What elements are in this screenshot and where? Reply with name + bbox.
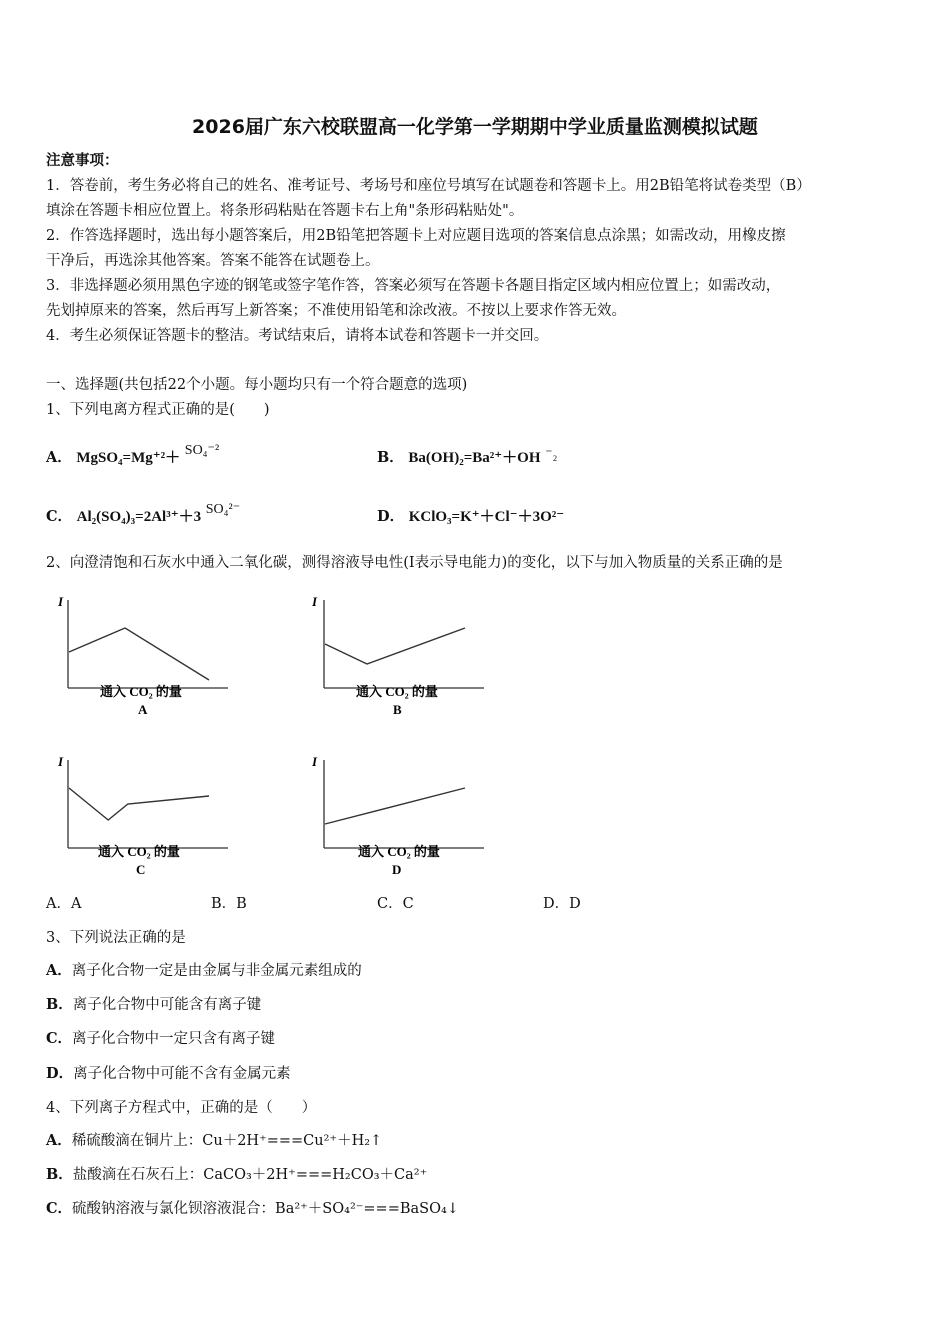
option-label: A．: [46, 1132, 72, 1149]
chart-caption: A: [138, 702, 148, 717]
section-heading: 一、选择题(共包括22个小题。每小题均只有一个符合题意的选项): [46, 377, 468, 393]
q1-stem: 1、下列电离方程式正确的是( ): [46, 402, 270, 418]
chart-a: [48, 588, 248, 720]
chart-c-svg: [48, 748, 248, 880]
option-text: 离子化合物一定是由金属与非金属元素组成的: [71, 963, 362, 979]
option-text: 离子化合物中可能含有离子键: [72, 997, 262, 1013]
q3-option-c: [46, 1029, 275, 1049]
chart-caption: D: [392, 862, 402, 877]
notice-line: 3．非选择题必须用黑色字迹的钢笔或签字笔作答，答案必须写在答题卡各题目指定区域内相应位置上；如需改动，: [46, 278, 781, 294]
chart-a-svg: [48, 588, 248, 720]
notice-line: 干净后，再选涂其他答案。答案不能答在试题卷上。: [46, 253, 380, 269]
y-axis-label: I: [58, 594, 64, 609]
page-title: 2026届广东六校联盟高一化学第一学期期中学业质量监测模拟试题: [192, 116, 758, 138]
option-text: 盐酸滴在石灰石上：CaCO₃＋2H⁺===H₂CO₃＋Ca²⁺: [72, 1167, 428, 1183]
ion-fraction: SO₄⁻²: [184, 443, 220, 458]
ion-fraction: SO₄²⁻: [205, 502, 241, 517]
x-axis-label: 通入 CO₂ 的量: [98, 844, 180, 859]
series-line: [69, 628, 209, 680]
option-text: 离子化合物中可能不含有金属元素: [73, 1066, 291, 1082]
chart-caption: C: [136, 862, 146, 877]
option-formula: Al₂(SO₄)₃=2Al³⁺＋3: [76, 509, 202, 525]
option-label: B．: [46, 1166, 73, 1183]
chart-d-svg: [302, 748, 502, 880]
option-label: C．: [46, 1200, 73, 1217]
y-axis-label: I: [312, 754, 318, 769]
q2-option-d: D．D: [543, 896, 581, 912]
option-text: 硫酸钠溶液与氯化钡溶液混合：Ba²⁺＋SO₄²⁻===BaSO₄↓: [72, 1201, 459, 1217]
option-label: D．: [377, 508, 405, 525]
notice-line: 2．作答选择题时，选出每小题答案后，用2B铅笔把答题卡上对应题目选项的答案信息点涂黑；如需改动，用橡皮擦: [46, 228, 786, 244]
q2-stem: 2、向澄清饱和石灰水中通入二氧化碳，测得溶液导电性(I表示导电能力)的变化，以下与加入物质量的关系正确的是: [46, 555, 783, 571]
chart-b-svg: [302, 588, 502, 720]
option-label: B．: [377, 449, 404, 466]
series-line: [325, 628, 465, 664]
y-axis-label: I: [312, 594, 318, 609]
q3-option-d: [46, 1064, 291, 1084]
ion-fraction: ⁻₂: [545, 447, 558, 462]
series-line: [325, 788, 465, 824]
chart-d: [302, 748, 502, 880]
option-text: 稀硫酸滴在铜片上：Cu＋2H⁺===Cu²⁺＋H₂↑: [71, 1133, 383, 1149]
x-axis-label: 通入 CO₂ 的量: [356, 684, 438, 699]
chart-b: [302, 588, 502, 720]
q2-option-a: A．A: [46, 896, 82, 912]
q4-option-a: [46, 1131, 382, 1151]
q2-option-c: C．C: [377, 896, 414, 912]
notice-line: 先划掉原来的答案，然后再写上新答案；不准使用铅笔和涂改液。不按以上要求作答无效。: [46, 303, 626, 319]
notice-line: 4．考生必须保证答题卡的整洁。考试结束后，请将本试卷和答题卡一并交回。: [46, 328, 549, 344]
q1-option-c: [46, 502, 241, 528]
q1-option-b: [377, 448, 557, 469]
q4-option-b: [46, 1165, 427, 1185]
option-formula: MgSO₄=Mg⁺²＋: [76, 450, 181, 466]
option-label: C．: [46, 508, 73, 525]
chart-c: [48, 748, 248, 880]
q3-option-a: [46, 961, 362, 981]
chart-caption: B: [393, 702, 402, 717]
q4-stem: 4、下列离子方程式中，正确的是（ ）: [46, 1100, 317, 1116]
q3-option-b: [46, 995, 261, 1015]
option-label: D．: [46, 1065, 74, 1082]
option-label: C．: [46, 1030, 73, 1047]
q3-stem: 3、下列说法正确的是: [46, 930, 186, 946]
q1-option-d: [377, 507, 564, 527]
y-axis-label: I: [58, 754, 64, 769]
option-formula: Ba(OH)₂=Ba²⁺＋OH: [408, 450, 541, 466]
x-axis-label: 通入 CO₂ 的量: [100, 684, 182, 699]
notice-line: 填涂在答题卡相应位置上。将条形码粘贴在答题卡右上角"条形码粘贴处"。: [46, 203, 524, 219]
option-formula: KClO₃=K⁺＋Cl⁻＋3O²⁻: [408, 509, 565, 525]
q4-option-c: [46, 1199, 459, 1219]
notice-line: 1．答卷前，考生务必将自己的姓名、准考证号、考场号和座位号填写在试题卷和答题卡上。用2B铅笔将试卷类型（B）: [46, 178, 811, 194]
series-line: [69, 788, 209, 820]
notice-heading: 注意事项：: [46, 152, 119, 169]
option-label: B．: [46, 996, 73, 1013]
option-label: A．: [46, 449, 72, 466]
q1-option-a: [46, 443, 220, 469]
option-text: 离子化合物中一定只含有离子键: [72, 1031, 276, 1047]
option-label: A．: [46, 962, 72, 979]
x-axis-label: 通入 CO₂ 的量: [358, 844, 440, 859]
q2-option-b: B．B: [211, 896, 247, 912]
